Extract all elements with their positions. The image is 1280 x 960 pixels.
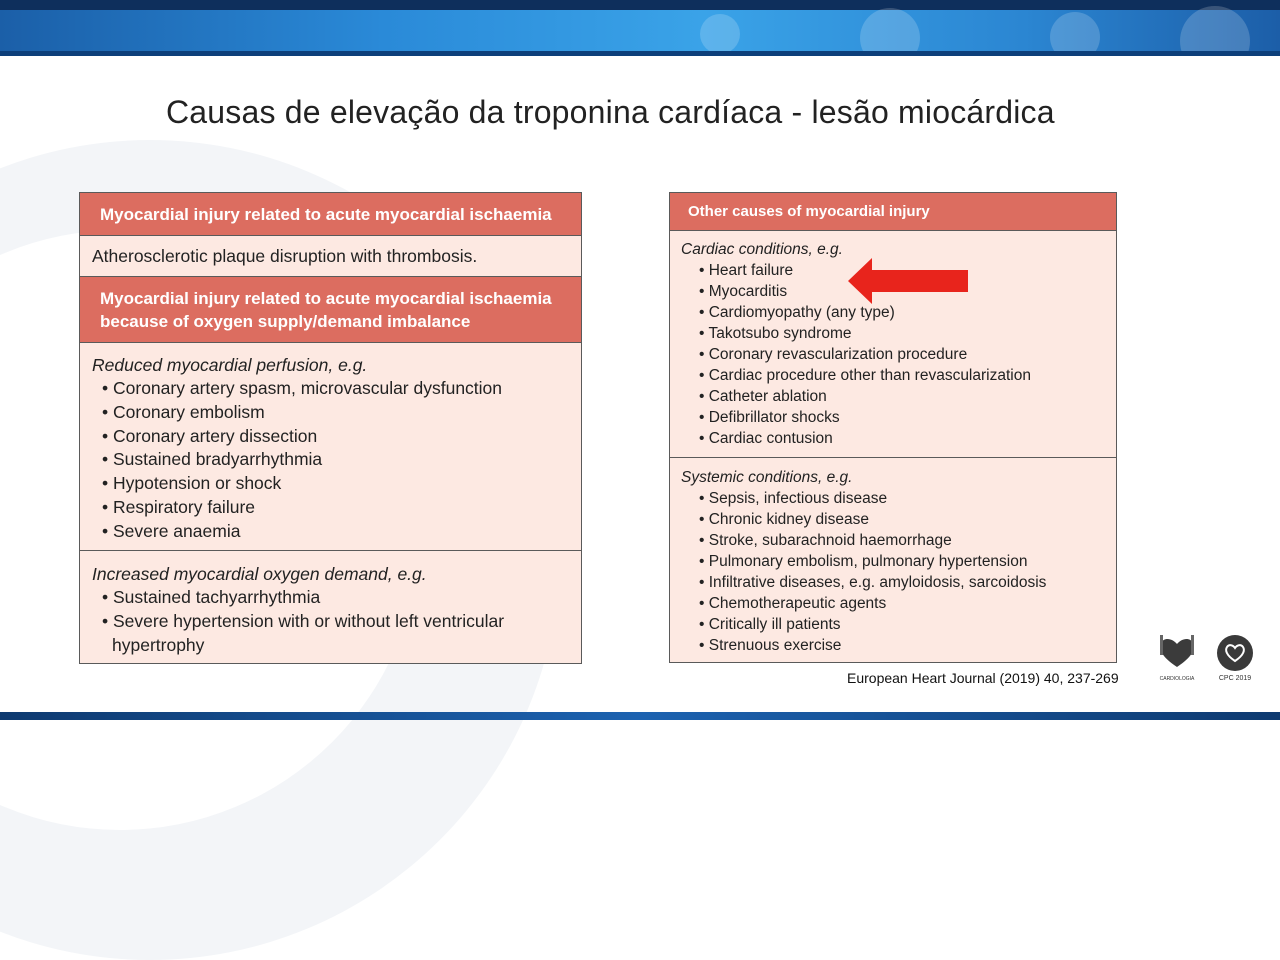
top-banner: [0, 0, 1280, 56]
list-item: • Hypotension or shock: [92, 472, 569, 496]
list-item: • Sepsis, infectious disease: [681, 488, 1105, 509]
cpc-logo: [1212, 633, 1258, 695]
list-item: • Respiratory failure: [92, 496, 569, 520]
banner-dark-strip: [0, 0, 1280, 10]
header-line: Myocardial injury related to acute myocardial ischaemia: [100, 289, 552, 308]
reduced-perfusion-section: [80, 343, 581, 551]
list-item: • Severe anaemia: [92, 520, 569, 544]
banner-decoration: [1180, 6, 1250, 56]
list-item: • Sustained tachyarrhythmia: [92, 586, 569, 610]
table-row: Atherosclerotic plaque disruption with thrombosis.: [80, 236, 581, 277]
banner-decoration: [860, 8, 920, 56]
red-arrow-icon: [848, 258, 968, 304]
logo-caption: CARDIOLOGIA: [1159, 676, 1195, 682]
list-item: • Heart failure: [681, 260, 1105, 281]
list-item: • Coronary embolism: [92, 401, 569, 425]
list-item: • Coronary artery spasm, microvascular dysfunction: [92, 377, 569, 401]
list-item: • Infiltrative diseases, e.g. amyloidosis, sarcoidosis: [681, 572, 1105, 593]
list-item: • Sustained bradyarrhythmia: [92, 448, 569, 472]
list-item: • Coronary artery dissection: [92, 425, 569, 449]
slide-title: Causas de elevação da troponina cardíaca - lesão miocárdica: [166, 94, 1055, 130]
systemic-conditions-section: [670, 458, 1116, 656]
list-item: • Takotsubo syndrome: [681, 323, 1105, 344]
list-item: • Catheter ablation: [681, 386, 1105, 407]
header-line: because of oxygen supply/demand imbalance: [100, 312, 471, 331]
banner-bottom-line: [0, 51, 1280, 56]
bottom-banner: [0, 712, 1280, 720]
list-item: • Myocarditis: [681, 281, 1105, 302]
list-item: • Coronary revascularization procedure: [681, 344, 1105, 365]
section-intro: Cardiac conditions, e.g.: [681, 241, 843, 258]
section-intro: Reduced myocardial perfusion, e.g.: [92, 355, 368, 375]
banner-decoration: [700, 14, 740, 54]
cpc-heart-icon: [1212, 633, 1258, 671]
list-item: • Critically ill patients: [681, 614, 1105, 635]
increased-demand-section: [80, 551, 581, 657]
table-header: Myocardial injury related to acute myocardial ischaemia: [80, 193, 581, 236]
list-item: • Strenuous exercise: [681, 635, 1105, 656]
table-header: Other causes of myocardial injury: [670, 193, 1116, 231]
heart-logo-icon: [1152, 633, 1202, 671]
list-item: • Stroke, subarachnoid haemorrhage: [681, 530, 1105, 551]
ischaemia-causes-table: [79, 192, 582, 664]
banner-decoration: [1050, 12, 1100, 56]
logo-caption: CPC 2019: [1218, 675, 1252, 682]
list-item: • Severe hypertension with or without left ventricular hypertrophy: [92, 610, 569, 658]
cardiology-society-logo: [1152, 633, 1202, 695]
table-header: [80, 277, 581, 343]
list-item: • Cardiac procedure other than revascularization: [681, 365, 1105, 386]
section-intro: Increased myocardial oxygen demand, e.g.: [92, 564, 427, 584]
list-item: • Chronic kidney disease: [681, 509, 1105, 530]
citation: European Heart Journal (2019) 40, 237-269: [847, 670, 1119, 686]
list-item: • Cardiac contusion: [681, 428, 1105, 449]
list-item: • Pulmonary embolism, pulmonary hypertension: [681, 551, 1105, 572]
list-item: • Cardiomyopathy (any type): [681, 302, 1105, 323]
list-item: • Chemotherapeutic agents: [681, 593, 1105, 614]
list-item: • Defibrillator shocks: [681, 407, 1105, 428]
section-intro: Systemic conditions, e.g.: [681, 469, 853, 486]
